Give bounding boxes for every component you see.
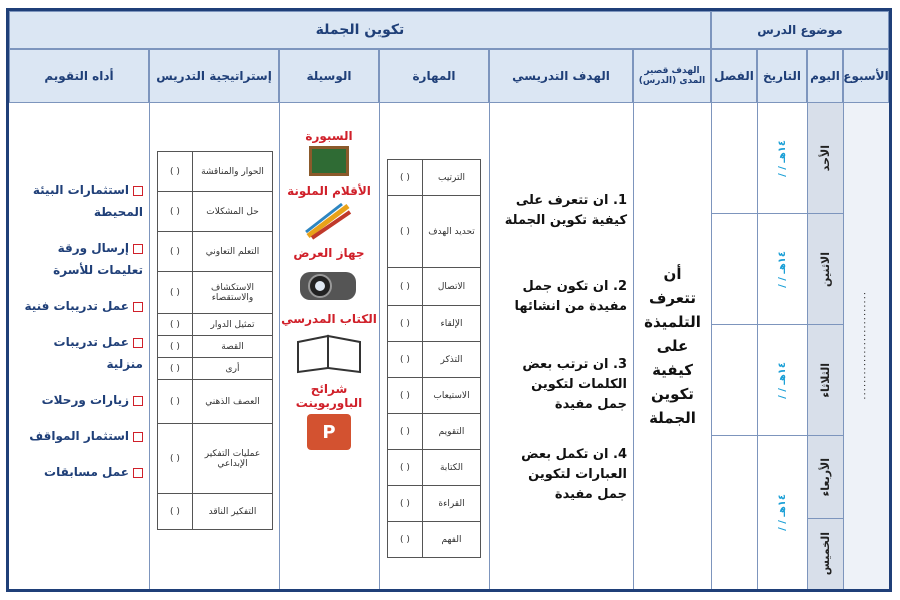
- strategy-checkbox[interactable]: ( ): [158, 272, 193, 314]
- strategy-label: التعلم التعاوني: [193, 232, 273, 272]
- strategy-checkbox[interactable]: ( ): [158, 192, 193, 232]
- checkbox-icon[interactable]: [133, 302, 143, 312]
- lesson-plan-table: [6, 8, 892, 592]
- skill-checkbox[interactable]: ( ): [388, 450, 423, 486]
- evaluation-item[interactable]: إرسال ورقة تعليمات للأسرة: [53, 241, 143, 277]
- col-strategy: إستراتيجية التدريس: [149, 49, 279, 103]
- day-cell: الثلاثاء: [808, 325, 843, 435]
- evaluation-list: [17, 179, 143, 483]
- col-means: الوسيلة: [279, 49, 379, 103]
- skill-label: التقويم: [423, 414, 481, 450]
- lesson-topic-label: موضوع الدرس: [757, 23, 843, 37]
- col-day: اليوم: [807, 49, 843, 103]
- strategy-label: القصة: [193, 336, 273, 358]
- checkbox-icon[interactable]: [133, 186, 143, 196]
- skill-label: الاتصال: [423, 268, 481, 306]
- strategy-checkbox[interactable]: ( ): [158, 336, 193, 358]
- date-cell[interactable]: / / ١٤هـ: [777, 250, 788, 288]
- strategy-label: التفكير الناقد: [193, 494, 273, 530]
- skill-checkbox[interactable]: ( ): [388, 414, 423, 450]
- evaluation-item[interactable]: عمل مسابقات: [17, 461, 143, 483]
- skill-checkbox[interactable]: ( ): [388, 378, 423, 414]
- strategy-label: العصف الذهني: [193, 380, 273, 424]
- col-date: التاريخ: [757, 49, 807, 103]
- means-label: الأقلام الملونة: [287, 184, 371, 198]
- date-cell[interactable]: / / ١٤هـ: [777, 361, 788, 399]
- objective-item: 3. ان ترتب بعض الكلمات لتكوين جمل مفيدة: [522, 357, 627, 412]
- short-goal-text: أن تتعرف التلميذة على كيفية تكوين الجملة: [644, 265, 701, 427]
- col-week: الأسبوع: [843, 49, 889, 103]
- col-teaching-goal: الهدف التدريسي: [489, 49, 633, 103]
- skill-label: التذكر: [423, 342, 481, 378]
- strategy-label: عمليات التفكير الإبداعي: [193, 424, 273, 494]
- day-cell: الأحد: [808, 103, 843, 213]
- col-class: الفصل: [711, 49, 757, 103]
- skill-label: تحديد الهدف: [423, 196, 481, 268]
- week-value[interactable]: ..........................: [861, 291, 872, 401]
- evaluation-item[interactable]: استثمارات البيئة المحيطة: [32, 183, 143, 219]
- strategy-checkbox[interactable]: ( ): [158, 380, 193, 424]
- day-cell: الأربعاء: [808, 436, 843, 518]
- strategy-label: تمثيل الدوار: [193, 314, 273, 336]
- means-label: الكتاب المدرسي: [281, 312, 377, 326]
- skill-checkbox[interactable]: ( ): [388, 196, 423, 268]
- means-label: شرائح الباوربوينت: [295, 382, 363, 410]
- strategy-label: أرى: [193, 358, 273, 380]
- lesson-title-cell: [9, 11, 711, 49]
- skill-label: الترتيب: [423, 160, 481, 196]
- powerpoint-icon: P: [307, 414, 351, 450]
- skill-checkbox[interactable]: ( ): [388, 160, 423, 196]
- means-label: السبورة: [305, 129, 353, 143]
- skills-table: [387, 159, 481, 558]
- strategy-checkbox[interactable]: ( ): [158, 424, 193, 494]
- skill-checkbox[interactable]: ( ): [388, 268, 423, 306]
- checkbox-icon[interactable]: [133, 338, 143, 348]
- book-icon: [294, 328, 364, 374]
- evaluation-item[interactable]: عمل تدريبات منزلية: [53, 335, 143, 371]
- skill-checkbox[interactable]: ( ): [388, 522, 423, 558]
- means-label: جهاز العرض: [293, 246, 365, 260]
- strategy-label: الاستكشاف والاستقصاء: [193, 272, 273, 314]
- checkbox-icon[interactable]: [133, 244, 143, 254]
- date-cell[interactable]: / / ١٤هـ: [777, 139, 788, 177]
- week-cell: [844, 103, 889, 589]
- col-skill: المهارة: [379, 49, 489, 103]
- skill-checkbox[interactable]: ( ): [388, 342, 423, 378]
- strategy-checkbox[interactable]: ( ): [158, 314, 193, 336]
- projector-icon: [296, 262, 362, 306]
- strategy-checkbox[interactable]: ( ): [158, 358, 193, 380]
- col-short-goal: الهدف قصير المدى (الدرس): [633, 49, 711, 103]
- day-cell: الاثنين: [808, 214, 843, 324]
- skill-checkbox[interactable]: ( ): [388, 306, 423, 342]
- checkbox-icon[interactable]: [133, 468, 143, 478]
- strategy-label: حل المشكلات: [193, 192, 273, 232]
- lesson-topic-label-cell: [711, 11, 889, 49]
- objective-item: 4. ان تكمل بعض العبارات لتكوين جمل مفيدة: [521, 447, 627, 502]
- skill-label: القراءة: [423, 486, 481, 522]
- evaluation-item[interactable]: استثمار المواقف: [17, 425, 143, 447]
- means-column: [281, 121, 377, 581]
- lesson-title: تكوين الجملة: [315, 22, 405, 38]
- evaluation-item[interactable]: عمل تدريبات فنية: [17, 295, 143, 317]
- skill-label: الإلقاء: [423, 306, 481, 342]
- strategy-checkbox[interactable]: ( ): [158, 152, 193, 192]
- evaluation-item[interactable]: زيارات ورحلات: [17, 389, 143, 411]
- strategies-table: [157, 151, 273, 530]
- strategy-label: الحوار والمناقشة: [193, 152, 273, 192]
- short-goal-cell: [634, 103, 711, 589]
- objectives-list: [499, 191, 627, 551]
- skill-label: الاستيعاب: [423, 378, 481, 414]
- skill-label: الفهم: [423, 522, 481, 558]
- col-evaluation-tool: أداه التقويم: [9, 49, 149, 103]
- strategy-checkbox[interactable]: ( ): [158, 494, 193, 530]
- checkbox-icon[interactable]: [133, 396, 143, 406]
- day-cell: الخميس: [808, 519, 843, 589]
- checkbox-icon[interactable]: [133, 432, 143, 442]
- blackboard-icon: [309, 146, 349, 176]
- objective-item: 1. ان تتعرف على كيفية تكوين الجملة: [504, 193, 627, 228]
- objective-item: 2. ان تكون جمل مفيدة من انشائها: [514, 279, 627, 314]
- skill-label: الكتابة: [423, 450, 481, 486]
- date-cell[interactable]: / / ١٤هـ: [777, 494, 788, 531]
- pencils-icon: [302, 200, 356, 240]
- strategy-checkbox[interactable]: ( ): [158, 232, 193, 272]
- skill-checkbox[interactable]: ( ): [388, 486, 423, 522]
